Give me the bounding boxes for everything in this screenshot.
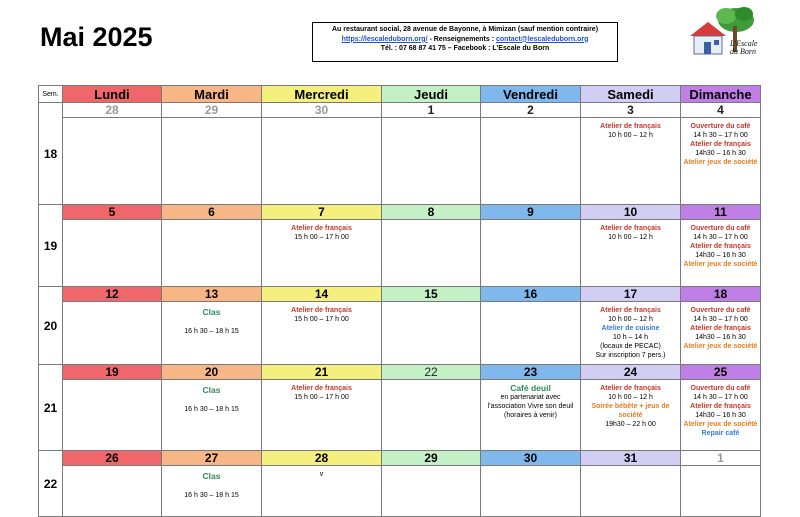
calendar-table	[38, 85, 761, 517]
week-date-row	[39, 365, 761, 380]
date-number: 10	[581, 205, 681, 220]
event-line: Atelier de français	[690, 325, 751, 332]
event-line: Atelier jeux de société	[683, 343, 758, 350]
event-line: v	[319, 471, 324, 478]
day-cell-ven[interactable]	[481, 118, 581, 205]
date-number: 21	[262, 365, 382, 380]
event-line: Ouverture du café	[690, 307, 751, 314]
event-line: (locaux de PECAC)	[600, 343, 661, 350]
day-cell-sam[interactable]	[581, 220, 681, 287]
day-cell-jeu[interactable]	[382, 380, 481, 451]
day-header-lundi: Lundi	[63, 86, 162, 103]
date-number: 19	[63, 365, 162, 380]
week-date-row	[39, 451, 761, 466]
website-link[interactable]: https://lescaleduborn.org/	[341, 35, 428, 43]
week-date-row	[39, 205, 761, 220]
day-cell-jeu[interactable]	[382, 466, 481, 517]
day-cell-sam[interactable]	[581, 118, 681, 205]
day-cell-mer[interactable]	[262, 118, 382, 205]
event-line: société	[618, 412, 643, 419]
event-line: Atelier de français	[291, 307, 352, 314]
event-line: 15 h 00 – 17 h 00	[294, 234, 349, 241]
date-number: 11	[681, 205, 761, 220]
day-cell-lun[interactable]	[63, 466, 162, 517]
info-phone-facebook: Tél. : 07 68 87 41 75 – Facebook : L’Escale du Born	[380, 45, 550, 52]
day-cell-dim[interactable]	[681, 466, 761, 517]
day-cell-mar[interactable]	[162, 380, 262, 451]
date-number: 8	[382, 205, 481, 220]
day-header-jeudi: Jeudi	[382, 86, 481, 103]
week-date-row	[39, 103, 761, 118]
event-line: Ouverture du café	[690, 225, 751, 232]
event-line: Atelier de français	[600, 307, 661, 314]
day-cell-dim[interactable]	[681, 302, 761, 365]
date-number: 3	[581, 103, 681, 118]
day-cell-jeu[interactable]	[382, 220, 481, 287]
cell-spacer	[162, 466, 261, 470]
event-line: Atelier de français	[690, 243, 751, 250]
page-title: Mai 2025	[40, 22, 153, 52]
day-cell-dim[interactable]	[681, 220, 761, 287]
event-line: Ouverture du café	[690, 123, 751, 130]
day-cell-lun[interactable]	[63, 118, 162, 205]
date-number: 7	[262, 205, 382, 220]
date-number: 4	[681, 103, 761, 118]
logo-text	[730, 40, 757, 56]
event-line: 14 h 30 – 17 h 00	[693, 234, 748, 241]
event-line: (horaires à venir)	[504, 412, 557, 419]
date-number: 29	[162, 103, 262, 118]
date-number: 25	[681, 365, 761, 380]
date-number: 6	[162, 205, 262, 220]
date-number: 28	[262, 451, 382, 466]
event-line: Atelier de français	[291, 225, 352, 232]
event-line: 16 h 30 – 18 h 15	[184, 328, 239, 335]
week-number-header: Sem.	[39, 86, 63, 103]
week-number: 21	[39, 365, 63, 451]
info-renseignements-label: - Renseignements :	[427, 35, 496, 43]
day-cell-jeu[interactable]	[382, 302, 481, 365]
date-number: 14	[262, 287, 382, 302]
event-line: Atelier de cuisine	[601, 325, 660, 332]
day-cell-dim[interactable]	[681, 380, 761, 451]
date-number: 28	[63, 103, 162, 118]
week-number: 19	[39, 205, 63, 287]
day-cell-sam[interactable]	[581, 466, 681, 517]
event-line: 15 h 00 – 17 h 00	[294, 394, 349, 401]
event-line: 14 h 30 – 17 h 00	[693, 394, 748, 401]
day-header-samedi: Samedi	[581, 86, 681, 103]
event-line: 10 h 00 – 12 h	[608, 132, 653, 139]
day-cell-ven[interactable]	[481, 220, 581, 287]
date-number: 5	[63, 205, 162, 220]
event-line: Sur inscription 7 pers.)	[595, 352, 666, 359]
email-link[interactable]: contact@lescaleduborn.org	[496, 35, 589, 43]
event-line: 19h30 – 22 h 00	[605, 421, 656, 428]
date-number: 26	[63, 451, 162, 466]
day-cell-ven[interactable]	[481, 302, 581, 365]
event-line: 10 h 00 – 12 h	[608, 316, 653, 323]
event-line: 10 h 00 – 12 h	[608, 394, 653, 401]
date-number: 27	[162, 451, 262, 466]
day-cell-sam[interactable]	[581, 302, 681, 365]
info-box	[312, 22, 618, 62]
event-line: Atelier de français	[600, 123, 661, 130]
day-cell-mar[interactable]	[162, 466, 262, 517]
week-events-row	[39, 302, 761, 365]
day-header-mercredi: Mercredi	[262, 86, 382, 103]
date-number: 2	[481, 103, 581, 118]
week-events-row	[39, 220, 761, 287]
day-cell-lun[interactable]	[63, 380, 162, 451]
cell-spacer	[162, 302, 261, 306]
date-number: 1	[382, 103, 481, 118]
event-line: Atelier de français	[690, 403, 751, 410]
logo-text-line2: du Born	[730, 47, 756, 56]
date-number: 24	[581, 365, 681, 380]
week-events-row	[39, 466, 761, 517]
day-cell-ven[interactable]	[481, 380, 581, 451]
event-line: Café deuil	[510, 383, 551, 393]
day-header-dimanche: Dimanche	[681, 86, 761, 103]
day-cell-dim[interactable]	[681, 118, 761, 205]
day-cell-jeu[interactable]	[382, 118, 481, 205]
event-line: Atelier de français	[600, 225, 661, 232]
event-line: Atelier de français	[291, 385, 352, 392]
event-line: 14 h 30 – 17 h 00	[693, 316, 748, 323]
event-line: 14h30 – 16 h 30	[695, 150, 746, 157]
day-cell-mer[interactable]	[262, 302, 382, 365]
event-line: Repair café	[701, 430, 740, 437]
date-number: 20	[162, 365, 262, 380]
date-number: 12	[63, 287, 162, 302]
event-line: Soirée bébête + jeux de	[591, 403, 670, 410]
logo-text-line1: L'Escale	[730, 39, 758, 48]
date-number: 15	[382, 287, 481, 302]
date-number: 16	[481, 287, 581, 302]
date-number: 30	[481, 451, 581, 466]
date-number: 29	[382, 451, 481, 466]
date-number: 31	[581, 451, 681, 466]
event-line: l'association Vivre son deuil	[487, 403, 574, 410]
event-line: en partenariat avec	[500, 394, 561, 401]
date-number: 30	[262, 103, 382, 118]
day-cell-mer[interactable]	[262, 380, 382, 451]
event-line: Atelier de français	[600, 385, 661, 392]
event-line: 14h30 – 16 h 30	[695, 412, 746, 419]
date-number: 23	[481, 365, 581, 380]
day-cell-lun[interactable]	[63, 302, 162, 365]
date-number: 22	[382, 365, 481, 380]
date-number: 13	[162, 287, 262, 302]
event-line: Atelier jeux de société	[683, 421, 758, 428]
date-number: 1	[681, 451, 761, 466]
week-events-row	[39, 380, 761, 451]
event-line: Atelier de français	[690, 141, 751, 148]
day-cell-mer[interactable]	[262, 220, 382, 287]
info-contact-line	[313, 35, 617, 45]
day-cell-lun[interactable]	[63, 220, 162, 287]
info-address: Au restaurant social, 28 avenue de Bayonne, à Mimizan (sauf mention contraire)	[331, 26, 599, 33]
event-line: Clas	[202, 385, 221, 395]
day-cell-mar[interactable]	[162, 302, 262, 365]
date-number: 18	[681, 287, 761, 302]
event-line: Clas	[202, 471, 221, 481]
day-cell-ven[interactable]	[481, 466, 581, 517]
date-number: 17	[581, 287, 681, 302]
event-line: 14h30 – 16 h 30	[695, 252, 746, 259]
day-cell-sam[interactable]	[581, 380, 681, 451]
week-date-row	[39, 287, 761, 302]
event-line: 14 h 30 – 17 h 00	[693, 132, 748, 139]
day-header-mardi: Mardi	[162, 86, 262, 103]
event-line: Clas	[202, 307, 221, 317]
calendar-header-row	[39, 86, 761, 103]
event-line: 16 h 30 – 18 h 15	[184, 406, 239, 413]
week-number: 18	[39, 103, 63, 205]
event-line: 15 h 00 – 17 h 00	[294, 316, 349, 323]
day-header-vendredi: Vendredi	[481, 86, 581, 103]
event-line: 10 h 00 – 12 h	[608, 234, 653, 241]
event-line: Ouverture du café	[690, 385, 751, 392]
date-number: 9	[481, 205, 581, 220]
day-cell-mar[interactable]	[162, 118, 262, 205]
event-line: Atelier jeux de société	[683, 261, 758, 268]
calendar-body	[39, 103, 761, 517]
day-cell-mar[interactable]	[162, 220, 262, 287]
week-events-row	[39, 118, 761, 205]
event-line: 16 h 30 – 18 h 15	[184, 492, 239, 499]
event-line: 10 h – 14 h	[612, 334, 649, 341]
week-number: 22	[39, 451, 63, 517]
event-line: 14h30 – 16 h 30	[695, 334, 746, 341]
event-line: Atelier jeux de société	[683, 159, 758, 166]
week-number: 20	[39, 287, 63, 365]
day-cell-mer[interactable]	[262, 466, 382, 517]
cell-spacer	[162, 380, 261, 384]
